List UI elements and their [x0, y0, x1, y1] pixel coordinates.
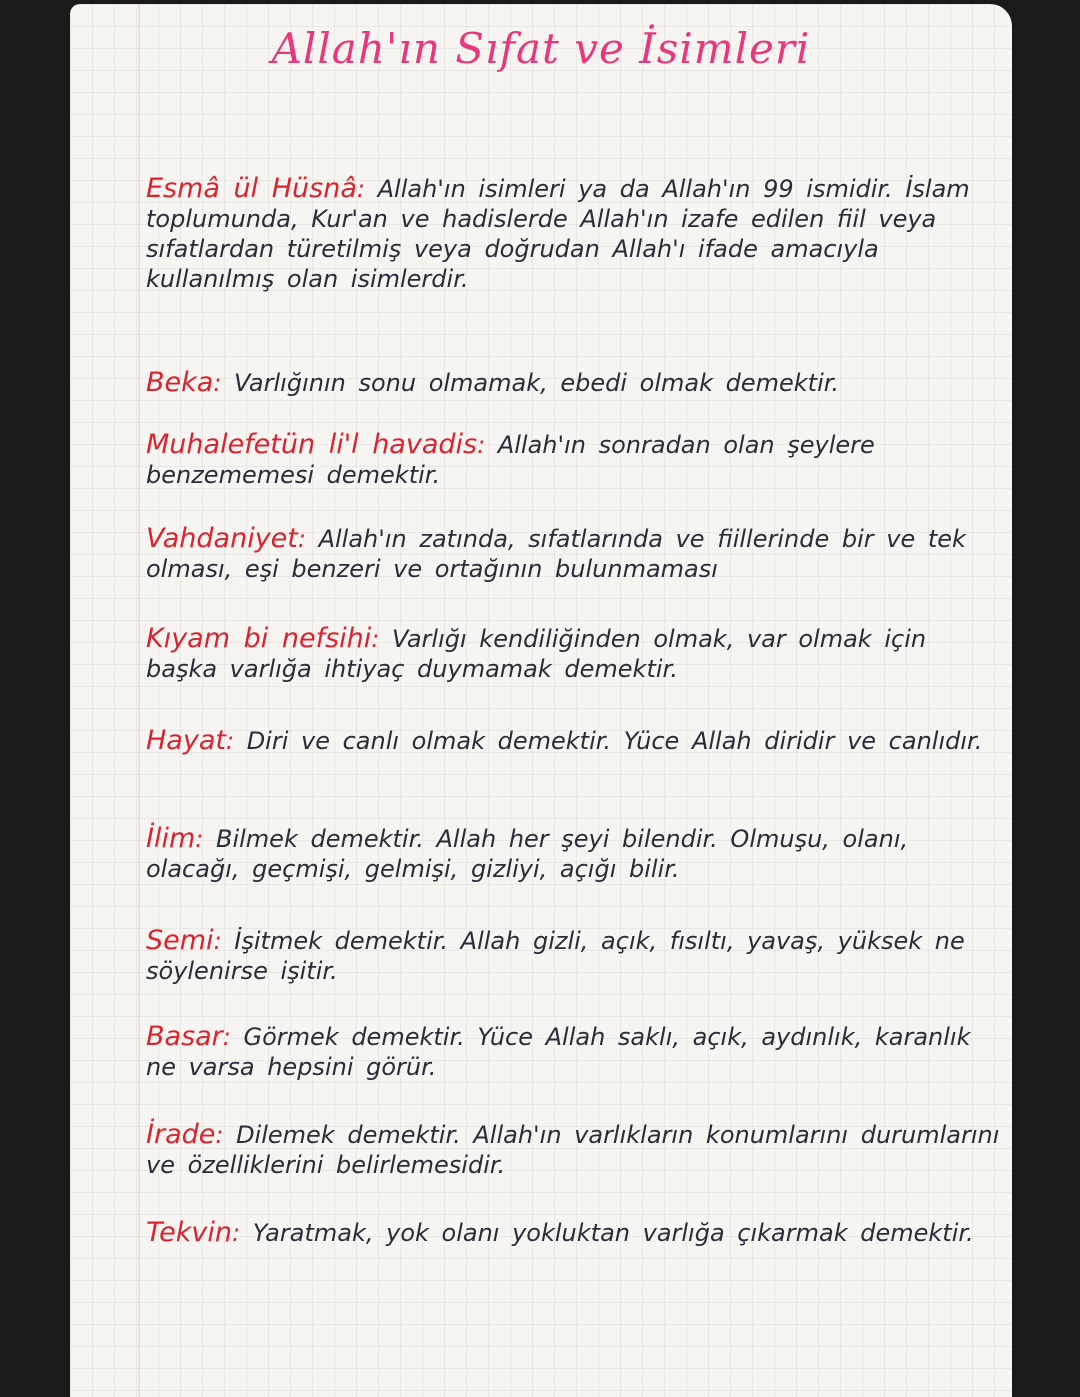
entry-term: Muhalefetün li'l havadis	[146, 429, 478, 460]
entry-definition: Dilemek demektir. Allah'ın varlıkların konumlarını durumlarını ve özelliklerini belirlemesidir.	[146, 1121, 1000, 1179]
entry-definition: Bilmek demektir. Allah her şeyi bilendir. Olmuşu, olanı, olacağı, geçmişi, gelmişi, gizliyi, açığı bilir.	[146, 825, 909, 883]
entry-ilim: İlim: Bilmek demektir. Allah her şeyi bilendir. Olmuşu, olanı, olacağı, geçmişi, gelmişi, gizliyi, açığı bilir.	[146, 823, 909, 883]
entry-term: Basar	[146, 1021, 223, 1052]
entry-irade: İrade: Dilemek demektir. Allah'ın varlıkların konumlarını durumlarını ve özelliklerini belirlemesidir.	[146, 1119, 1000, 1179]
entry-term: Semi	[146, 925, 214, 956]
entry-term: Hayat	[146, 725, 226, 756]
entry-beka: Beka: Varlığının sonu olmamak, ebedi olmak demektir.	[146, 367, 840, 398]
entry-term: Kıyam bi nefsihi	[146, 623, 372, 654]
entry-definition: Varlığı kendiliğinden olmak, var olmak için başka varlığa ihtiyaç duymamak demektir.	[146, 625, 927, 683]
entry-esma-ul-husna: Esmâ ül Hüsnâ: Allah'ın isimleri ya da Allah'ın 99 ismidir. İslam toplumunda, Kur'an ve hadislerde Allah'ın izafe edilen fiil veya sıfatlardan türetilmiş veya doğrudan Allah'ı ifade amacıyla kullanılmış olan isimlerdir.	[146, 173, 970, 293]
entry-term: Vahdaniyet	[146, 523, 298, 554]
entry-definition: Allah'ın isimleri ya da Allah'ın 99 ismidir. İslam toplumunda, Kur'an ve hadislerde Allah'ın izafe edilen fiil veya sıfatlardan türetilmiş veya doğrudan Allah'ı ifade amacıyla kullanılmış olan isimlerdir.	[146, 175, 970, 293]
entry-definition: Allah'ın sonradan olan şeylere benzememesi demektir.	[146, 431, 875, 489]
entry-term: Beka	[146, 367, 214, 398]
entry-definition: Varlığının sonu olmamak, ebedi olmak demektir.	[234, 369, 840, 397]
entry-definition: Diri ve canlı olmak demektir. Yüce Allah diridir ve canlıdır.	[246, 727, 983, 755]
entry-term: Esmâ ül Hüsnâ	[146, 173, 357, 204]
margin-line	[138, 4, 140, 1397]
entry-term: İlim	[146, 823, 196, 854]
entry-definition: Yaratmak, yok olanı yokluktan varlığa çıkarmak demektir.	[252, 1219, 974, 1247]
entry-term: İrade	[146, 1119, 216, 1150]
entry-kiyam-bi-nefsihi: Kıyam bi nefsihi: Varlığı kendiliğinden olmak, var olmak için başka varlığa ihtiyaç duymamak demektir.	[146, 623, 927, 683]
entry-vahdaniyet: Vahdaniyet: Allah'ın zatında, sıfatlarında ve fiillerinde bir ve tek olması, eşi benzeri ve ortağının bulunmaması	[146, 523, 966, 583]
entry-basar: Basar: Görmek demektir. Yüce Allah saklı, açık, aydınlık, karanlık ne varsa hepsini görür.	[146, 1021, 971, 1081]
entry-definition: Allah'ın zatında, sıfatlarında ve fiillerinde bir ve tek olması, eşi benzeri ve ortağının bulunmaması	[146, 525, 966, 583]
entry-definition: İşitmek demektir. Allah gizli, açık, fısıltı, yavaş, yüksek ne söylenirse işitir.	[146, 927, 965, 985]
page-title: Allah'ın Sıfat ve İsimleri	[271, 24, 811, 73]
entry-hayat: Hayat: Diri ve canlı olmak demektir. Yüce Allah diridir ve canlıdır.	[146, 725, 983, 756]
entry-semi: Semi: İşitmek demektir. Allah gizli, açık, fısıltı, yavaş, yüksek ne söylenirse işitir.	[146, 925, 965, 985]
entry-definition: Görmek demektir. Yüce Allah saklı, açık, aydınlık, karanlık ne varsa hepsini görür.	[146, 1023, 971, 1081]
notebook-page	[70, 4, 1012, 1397]
entry-term: Tekvin	[146, 1217, 232, 1248]
entry-muhalefetun-lil-havadis: Muhalefetün li'l havadis: Allah'ın sonradan olan şeylere benzememesi demektir.	[146, 429, 875, 489]
entry-tekvin: Tekvin: Yaratmak, yok olanı yokluktan varlığa çıkarmak demektir.	[146, 1217, 974, 1248]
